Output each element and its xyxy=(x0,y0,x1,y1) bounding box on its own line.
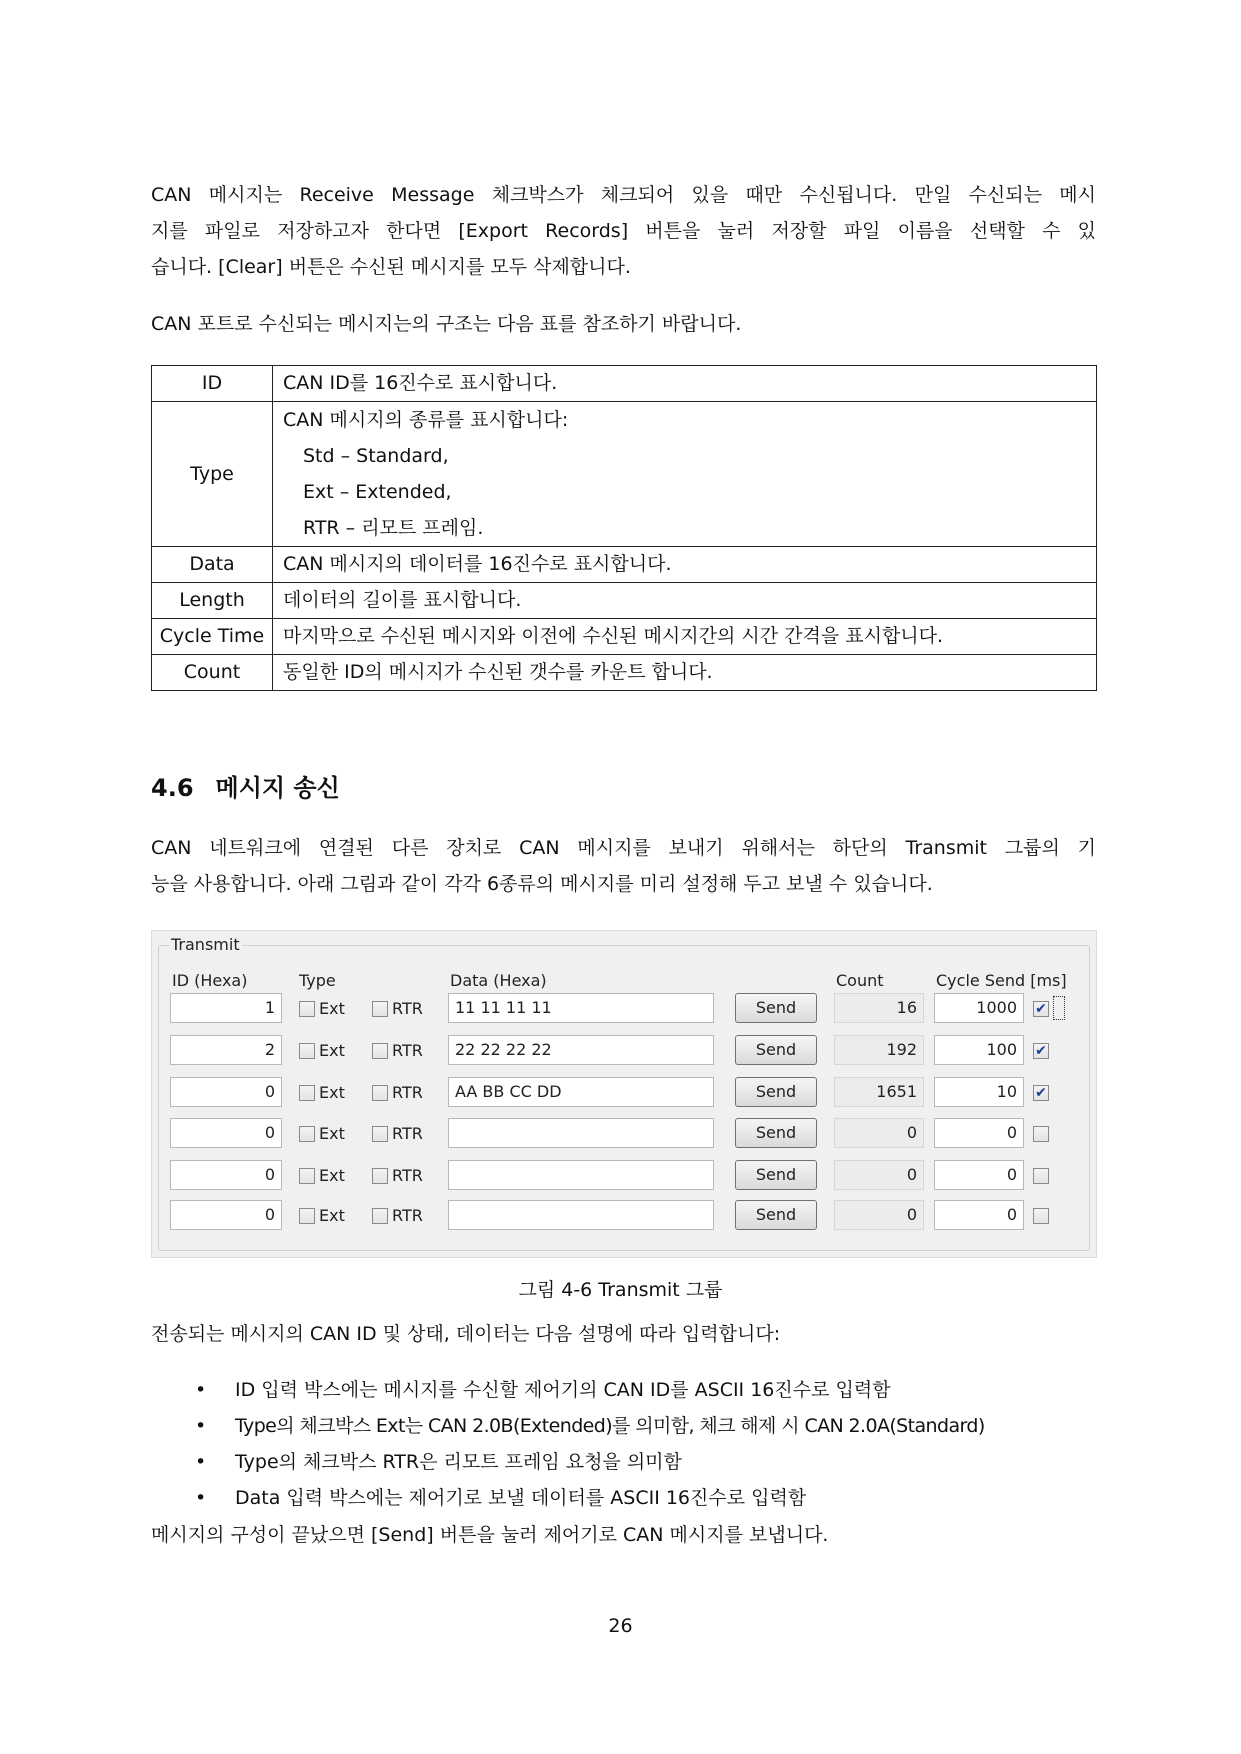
send-button[interactable]: Send xyxy=(735,1160,817,1190)
type-ext: Ext – Extended, xyxy=(303,481,452,503)
field-desc: 동일한 ID의 메시지가 수신된 갯수를 카운트 합니다. xyxy=(273,655,1097,691)
section-paragraph xyxy=(151,830,1096,902)
field-key: Type xyxy=(152,402,273,547)
rtr-checkbox[interactable] xyxy=(372,1208,388,1224)
focus-indicator xyxy=(1053,996,1065,1020)
transmit-row xyxy=(152,993,1096,1027)
rtr-checkbox[interactable] xyxy=(372,1001,388,1017)
rtr-label: RTR xyxy=(392,1206,423,1225)
section-number: 4.6 xyxy=(151,774,194,802)
ext-label: Ext xyxy=(319,1206,345,1225)
bullet-text: ID 입력 박스에는 메시지를 수신할 제어기의 CAN ID를 ASCII 16진수로 입력함 xyxy=(235,1379,891,1401)
type-desc: CAN 메시지의 종류를 표시합니다: xyxy=(283,409,569,431)
field-desc: CAN ID를 16진수로 표시합니다. xyxy=(273,366,1097,402)
field-key: Count xyxy=(152,655,273,691)
header-id: ID (Hexa) xyxy=(172,971,248,990)
text-line: 능을 사용합니다. 아래 그림과 같이 각각 6종류의 메시지를 미리 설정해 두고 보낼 수 있습니다. xyxy=(151,873,933,895)
ext-label: Ext xyxy=(319,1124,345,1143)
id-input[interactable]: 0 xyxy=(170,1118,282,1148)
header-type: Type xyxy=(299,971,336,990)
transmit-row xyxy=(152,1118,1096,1152)
id-input[interactable]: 2 xyxy=(170,1035,282,1065)
table-row xyxy=(152,655,1097,691)
id-input[interactable]: 0 xyxy=(170,1160,282,1190)
send-button[interactable]: Send xyxy=(735,993,817,1023)
transmit-row xyxy=(152,1077,1096,1111)
bullet-list xyxy=(195,1372,985,1516)
id-input[interactable]: 1 xyxy=(170,993,282,1023)
list-item xyxy=(195,1372,985,1408)
cycle-send-input[interactable]: 1000 xyxy=(934,993,1024,1023)
data-input[interactable] xyxy=(448,1160,714,1190)
count-field: 16 xyxy=(834,993,924,1023)
data-input[interactable] xyxy=(448,1118,714,1148)
id-input[interactable]: 0 xyxy=(170,1200,282,1230)
bullet-icon: • xyxy=(195,1415,207,1437)
table-row xyxy=(152,583,1097,619)
text-line: 지를 파일로 저장하고자 한다면 [Export Records] 버튼을 눌러 저장할 파일 이름을 선택할 수 있 xyxy=(151,220,1096,242)
section-title: 메시지 송신 xyxy=(215,774,340,802)
table-row xyxy=(152,547,1097,583)
field-key: Length xyxy=(152,583,273,619)
ext-checkbox[interactable] xyxy=(299,1208,315,1224)
rtr-label: RTR xyxy=(392,999,423,1018)
message-structure-table xyxy=(151,365,1097,691)
ext-checkbox[interactable] xyxy=(299,1168,315,1184)
field-key: Cycle Time xyxy=(152,619,273,655)
bullet-icon: • xyxy=(195,1487,207,1509)
count-field: 0 xyxy=(834,1118,924,1148)
field-desc xyxy=(273,402,1097,547)
cycle-enable-checkbox[interactable] xyxy=(1033,1168,1049,1184)
ext-label: Ext xyxy=(319,999,345,1018)
text-line: 전송되는 메시지의 CAN ID 및 상태, 데이터는 다음 설명에 따라 입력합니다: xyxy=(151,1323,781,1345)
bullet-text: Data 입력 박스에는 제어기로 보낼 데이터를 ASCII 16진수로 입력함 xyxy=(235,1487,807,1509)
type-std: Std – Standard, xyxy=(303,445,449,467)
cycle-send-input[interactable]: 0 xyxy=(934,1200,1024,1230)
cycle-enable-checkbox[interactable] xyxy=(1033,1001,1049,1017)
ext-label: Ext xyxy=(319,1166,345,1185)
data-input[interactable]: 11 11 11 11 xyxy=(448,993,714,1023)
text-line: CAN 메시지는 Receive Message 체크박스가 체크되어 있을 때만 수신됩니다. 만일 수신되는 메시 xyxy=(151,184,1096,206)
send-button[interactable]: Send xyxy=(735,1035,817,1065)
transmit-row xyxy=(152,1200,1096,1234)
cycle-enable-checkbox[interactable] xyxy=(1033,1126,1049,1142)
bullet-text: Type의 체크박스 RTR은 리모트 프레임 요청을 의미함 xyxy=(235,1451,682,1473)
field-key: Data xyxy=(152,547,273,583)
transmit-row xyxy=(152,1035,1096,1069)
header-count: Count xyxy=(836,971,884,990)
group-title: Transmit xyxy=(171,935,240,954)
count-field: 0 xyxy=(834,1160,924,1190)
rtr-checkbox[interactable] xyxy=(372,1085,388,1101)
field-desc: CAN 메시지의 데이터를 16진수로 표시합니다. xyxy=(273,547,1097,583)
table-row xyxy=(152,402,1097,547)
cycle-send-input[interactable]: 100 xyxy=(934,1035,1024,1065)
transmit-group-figure xyxy=(151,930,1097,1258)
check-icon: ✔ xyxy=(1035,1085,1047,1101)
ext-checkbox[interactable] xyxy=(299,1126,315,1142)
list-item xyxy=(195,1480,985,1516)
ext-checkbox[interactable] xyxy=(299,1001,315,1017)
rtr-label: RTR xyxy=(392,1166,423,1185)
data-input[interactable]: AA BB CC DD xyxy=(448,1077,714,1107)
rtr-checkbox[interactable] xyxy=(372,1043,388,1059)
check-icon: ✔ xyxy=(1035,1043,1047,1059)
section-heading xyxy=(151,768,340,803)
list-item xyxy=(195,1444,985,1480)
ext-checkbox[interactable] xyxy=(299,1085,315,1101)
list-item xyxy=(195,1408,985,1444)
cycle-enable-checkbox[interactable] xyxy=(1033,1085,1049,1101)
rtr-checkbox[interactable] xyxy=(372,1168,388,1184)
check-icon: ✔ xyxy=(1035,1001,1047,1017)
cycle-send-input[interactable]: 0 xyxy=(934,1160,1024,1190)
text-line: 습니다. [Clear] 버튼은 수신된 메시지를 모두 삭제합니다. xyxy=(151,256,631,278)
rtr-label: RTR xyxy=(392,1124,423,1143)
id-input[interactable]: 0 xyxy=(170,1077,282,1107)
count-field: 1651 xyxy=(834,1077,924,1107)
type-rtr: RTR – 리모트 프레임. xyxy=(303,517,484,539)
closing-paragraph xyxy=(151,1517,1096,1553)
count-field: 192 xyxy=(834,1035,924,1065)
field-desc: 데이터의 길이를 표시합니다. xyxy=(273,583,1097,619)
cycle-send-input[interactable]: 10 xyxy=(934,1077,1024,1107)
send-button[interactable]: Send xyxy=(735,1118,817,1148)
cycle-send-input[interactable]: 0 xyxy=(934,1118,1024,1148)
cycle-enable-checkbox[interactable] xyxy=(1033,1208,1049,1224)
page-number: 26 xyxy=(608,1615,633,1637)
ext-label: Ext xyxy=(319,1083,345,1102)
figure-caption: 그림 4-6 Transmit 그룹 xyxy=(518,1279,723,1301)
data-input[interactable]: 22 22 22 22 xyxy=(448,1035,714,1065)
rtr-label: RTR xyxy=(392,1041,423,1060)
table-row xyxy=(152,619,1097,655)
cycle-enable-checkbox[interactable] xyxy=(1033,1043,1049,1059)
intro-paragraph xyxy=(151,177,1096,285)
rtr-label: RTR xyxy=(392,1083,423,1102)
send-button[interactable]: Send xyxy=(735,1200,817,1230)
data-input[interactable] xyxy=(448,1200,714,1230)
field-key: ID xyxy=(152,366,273,402)
field-desc: 마지막으로 수신된 메시지와 이전에 수신된 메시지간의 시간 간격을 표시합니다. xyxy=(273,619,1097,655)
bullet-icon: • xyxy=(195,1379,207,1401)
bullet-text: Type의 체크박스 Ext는 CAN 2.0B(Extended)를 의미함, 체크 해제 시 CAN 2.0A(Standard) xyxy=(235,1415,985,1437)
table-row xyxy=(152,366,1097,402)
table-intro xyxy=(151,306,1096,342)
text-line: CAN 네트워크에 연결된 다른 장치로 CAN 메시지를 보내기 위해서는 하단의 Transmit 그룹의 기 xyxy=(151,837,1096,859)
send-button[interactable]: Send xyxy=(735,1077,817,1107)
count-field: 0 xyxy=(834,1200,924,1230)
rtr-checkbox[interactable] xyxy=(372,1126,388,1142)
transmit-row xyxy=(152,1160,1096,1194)
text-line: CAN 포트로 수신되는 메시지는의 구조는 다음 표를 참조하기 바랍니다. xyxy=(151,313,742,335)
header-data: Data (Hexa) xyxy=(450,971,547,990)
input-intro xyxy=(151,1316,1096,1352)
bullet-icon: • xyxy=(195,1451,207,1473)
header-cycle: Cycle Send [ms] xyxy=(936,971,1067,990)
text-line: 메시지의 구성이 끝났으면 [Send] 버튼을 눌러 제어기로 CAN 메시지를 보냅니다. xyxy=(151,1524,829,1546)
ext-checkbox[interactable] xyxy=(299,1043,315,1059)
ext-label: Ext xyxy=(319,1041,345,1060)
